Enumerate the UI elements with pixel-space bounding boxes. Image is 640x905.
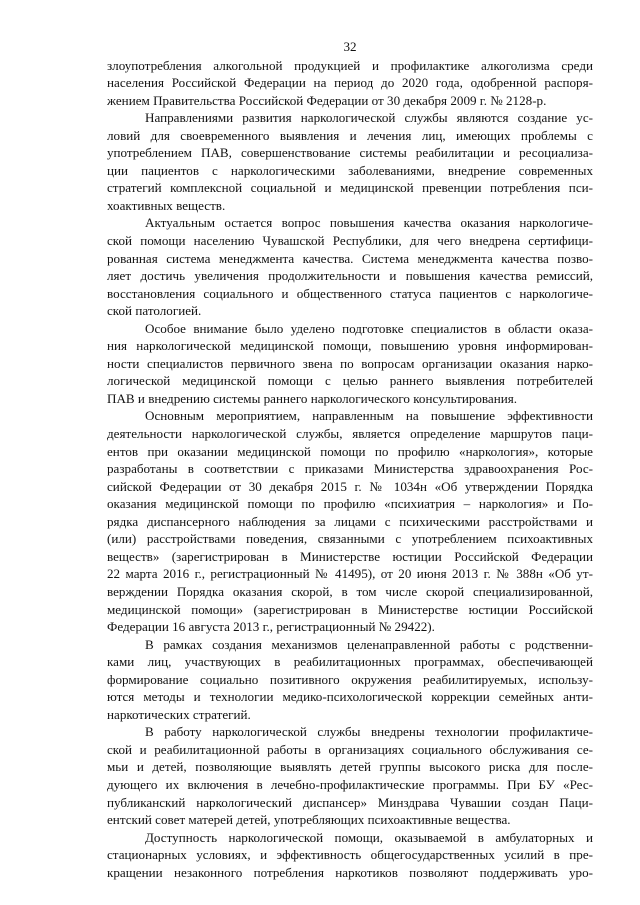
paragraph xyxy=(107,723,593,828)
text-line: Актуальным остается вопрос повышения качества оказания наркологиче- xyxy=(145,215,593,231)
text-line: ются методы и технологии медико-психологической коррекции семейных анти- xyxy=(107,689,593,705)
text-line: ской и реабилитационной работы в организациях социального обслуживания се- xyxy=(107,741,593,757)
text-line: наркотических стратегий. xyxy=(107,706,251,722)
text-line: стационарных условиях, и эффективность общегосударственных усилий в пре- xyxy=(107,847,593,863)
text-line: мьи и детей, позволяющие выявлять детей группы высокого риска для после- xyxy=(107,759,593,775)
text-line: хоактивных веществ. xyxy=(107,197,226,213)
text-line: деятельности наркологической службы, является определение маршрутов паци- xyxy=(107,426,593,442)
text-line: В работу наркологической службы внедрены технологии профилактиче- xyxy=(145,724,593,740)
text-line: ции пациентов с наркологическими заболеваниями, внедрение современных xyxy=(107,162,593,178)
text-line: сийской Федерации от 30 декабря 2015 г. № 1034н «Об утверждении Порядка xyxy=(107,478,593,494)
paragraph xyxy=(107,214,593,319)
body-text xyxy=(107,57,593,882)
text-line: рядка диспансерного наблюдения за лицами с психическими расстройствами и xyxy=(107,513,593,529)
text-line: логической медицинской помощи с целью раннего выявления потребителей xyxy=(107,373,593,389)
text-line: Направлениями развития наркологической службы являются создание ус- xyxy=(145,110,593,126)
text-line: медицинской помощи» (зарегистрирован в Министерстве юстиции Российской xyxy=(107,601,593,617)
text-line: ентский совет матерей детей, употребляющих психоактивные вещества. xyxy=(107,812,511,828)
text-line: ской помощи населению Чувашской Республики, для чего внедрена сертифици- xyxy=(107,233,593,249)
text-line: Основным мероприятием, направленным на повышение эффективности xyxy=(145,408,593,424)
text-line: публиканский наркологический диспансер» Минздрава Чувашии создан Паци- xyxy=(107,794,593,810)
paragraph xyxy=(107,57,593,110)
text-line: (или) расстройствами поведения, связанными с употреблением психоактивных xyxy=(107,531,593,547)
paragraph xyxy=(107,320,593,408)
text-line: ской патологией. xyxy=(107,303,202,319)
text-line: В рамках создания механизмов целенаправленной работы с родственни- xyxy=(145,636,593,652)
text-line: жением Правительства Российской Федерации от 30 декабря 2009 г. № 2128-р. xyxy=(107,92,547,108)
text-line: кращении незаконного потребления наркотиков позволяют поддерживать уро- xyxy=(107,864,593,880)
text-line: Доступность наркологической помощи, оказываемой в амбулаторных и xyxy=(145,829,593,845)
paragraph xyxy=(107,109,593,214)
text-line: ния наркологической медицинской помощи, повышению уровня информирован- xyxy=(107,338,593,354)
text-line: формирование социально позитивного окружения реабилитируемых, использу- xyxy=(107,671,593,687)
text-line: веществ» (зарегистрирован в Министерстве юстиции Российской Федерации xyxy=(107,548,593,564)
text-line: ляет достичь увеличения продолжительности и повышения качества ремиссий, xyxy=(107,268,593,284)
page-number: 32 xyxy=(343,39,357,54)
text-line: ловий для своевременного выявления и лечения лиц, имеющих проблемы с xyxy=(107,127,593,143)
text-line: ПАВ и внедрению системы раннего наркологического консультирования. xyxy=(107,390,518,406)
paragraph xyxy=(107,407,593,635)
text-line: 22 марта 2016 г., регистрационный № 41495), от 20 июня 2013 г. № 388н «Об ут- xyxy=(107,566,593,582)
paragraph xyxy=(107,829,593,882)
document-page xyxy=(107,38,593,881)
text-line: населения Российской Федерации на период до 2020 года, одобренной распоря- xyxy=(107,75,593,91)
text-line: употреблением ПАВ, совершенствование системы реабилитации и ресоциализа- xyxy=(107,145,593,161)
text-line: злоупотребления алкогольной продукцией и профилактике алкоголизма среди xyxy=(107,57,593,73)
text-line: оказания медицинской помощи по профилю «психиатрия – наркология» и По- xyxy=(107,496,593,512)
text-line: рованная система менеджмента качества. Система менеджмента качества позво- xyxy=(107,250,593,266)
text-line: дующего их включения в лечебно-профилактические программы. При БУ «Рес- xyxy=(107,776,593,792)
text-line: ности специалистов первичного звена по вопросам организации оказания нарко- xyxy=(107,355,593,371)
text-line: ками лиц, участвующих в реабилитационных программах, обеспечивающей xyxy=(107,654,593,670)
paragraph xyxy=(107,636,593,724)
text-line: восстановления социального и общественного статуса пациентов с наркологиче- xyxy=(107,285,593,301)
text-line: Федерации 16 августа 2013 г., регистрационный № 29422). xyxy=(107,619,435,635)
text-line: ентов при оказании медицинской помощи по профилю «наркология», которые xyxy=(107,443,593,459)
text-line: Особое внимание было уделено подготовке специалистов в области оказа- xyxy=(145,320,593,336)
text-line: стратегий комплексной социальной и медицинской превенции потребления пси- xyxy=(107,180,593,196)
text-line: верждении Порядка оказания скорой, в том числе скорой специализированной, xyxy=(107,583,593,599)
text-line: разработаны в соответствии с приказами Министерства здравоохранения Рос- xyxy=(107,461,593,477)
